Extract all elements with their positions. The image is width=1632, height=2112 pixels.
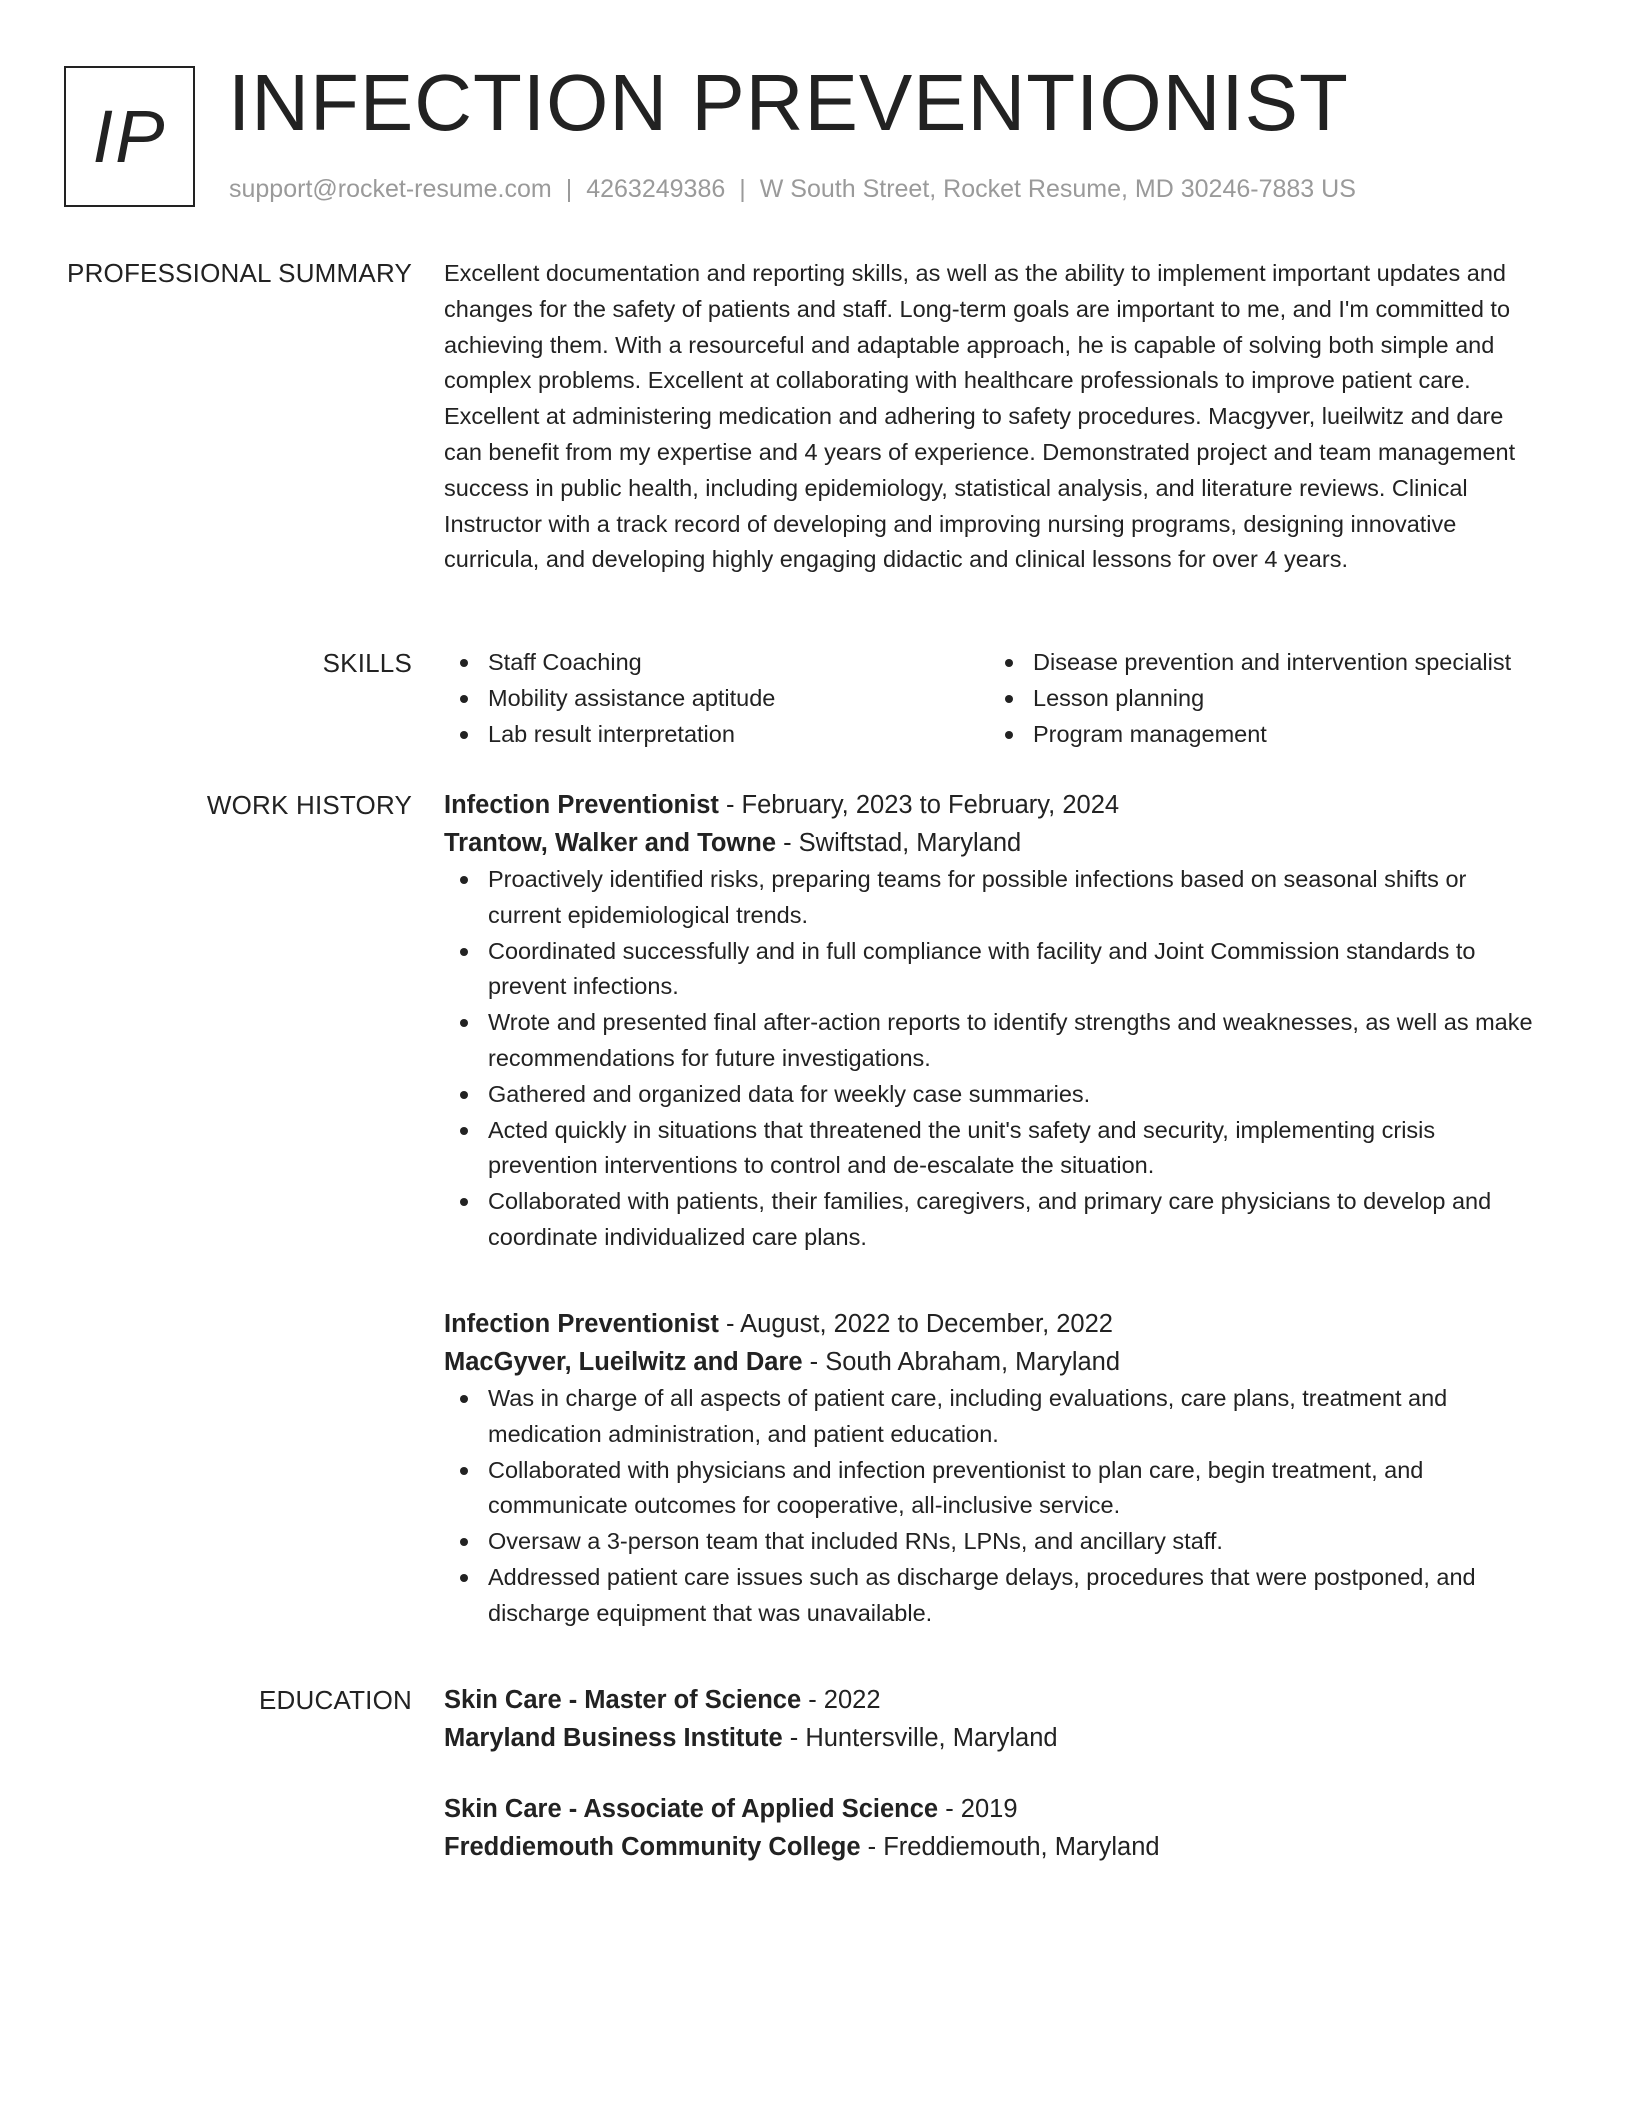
degree-year: - 2022	[801, 1686, 881, 1714]
job-company-line	[444, 1343, 1544, 1381]
job-company-line	[444, 824, 1544, 862]
summary-text: Excellent documentation and reporting skills, as well as the ability to implement important updates and changes for the safety of patients and staff. Long-term goals are important to me, and I'm committed to achieving them. With a resourceful and adaptable approach, he is capable of solving both simple and complex problems. Excellent at collaborating with healthcare professionals to improve patient care. Excellent at administering medication and adhering to safety procedures. Macgyver, lueilwitz and dare can benefit from my expertise and 4 years of experience. Demonstrated project and team management success in public health, including epidemiology, statistical analysis, and literature reviews. Clinical Instructor with a track record of developing and improving nursing programs, designing innovative curricula, and developing highly engaging didactic and clinical lessons for over 4 years.	[444, 260, 1516, 573]
contact-email[interactable]: support@rocket-resume.com	[229, 175, 552, 203]
school-line	[444, 1719, 1544, 1757]
skill-item: Disease prevention and intervention specialist	[989, 645, 1534, 681]
job-bullet: Was in charge of all aspects of patient care, including evaluations, care plans, treatment and medication administration, and patient education.	[444, 1381, 1544, 1453]
job-bullet: Collaborated with physicians and infection preventionist to plan care, begin treatment, and communicate outcomes for cooperative, all-inclusive service.	[444, 1453, 1544, 1525]
job-title-line	[444, 786, 1544, 824]
job-bullets	[444, 1381, 1544, 1632]
job-entry	[444, 786, 1544, 1256]
resume-name: INFECTION PREVENTIONIST	[228, 58, 1349, 147]
school-line	[444, 1828, 1544, 1866]
skill-item: Program management	[989, 717, 1534, 753]
job-location: - South Abraham, Maryland	[802, 1348, 1121, 1376]
education-entry	[444, 1681, 1544, 1757]
school-name: Freddiemouth Community College	[444, 1833, 861, 1861]
job-dates: - February, 2023 to February, 2024	[718, 791, 1120, 819]
job-company: Trantow, Walker and Towne	[444, 829, 777, 857]
job-bullet: Addressed patient care issues such as discharge delays, procedures that were postponed, and discharge equipment that was unavailable.	[444, 1560, 1544, 1632]
job-bullet: Oversaw a 3-person team that included RNs, LPNs, and ancillary staff.	[444, 1524, 1544, 1560]
skill-item: Lab result interpretation	[444, 717, 989, 753]
job-bullet: Acted quickly in situations that threatened the unit's safety and security, implementing crisis prevention interventions to control and de-escalate the situation.	[444, 1113, 1544, 1185]
contact-separator: |	[739, 175, 746, 203]
degree-line	[444, 1681, 1544, 1719]
work-history-heading: WORK HISTORY	[206, 790, 412, 820]
contact-phone[interactable]: 4263249386	[586, 175, 726, 203]
monogram-initials: IP	[92, 95, 167, 178]
summary-section	[444, 256, 1544, 578]
degree-line	[444, 1790, 1544, 1828]
job-location: - Swiftstad, Maryland	[776, 829, 1022, 857]
degree-name: Skin Care - Associate of Applied Science	[444, 1795, 939, 1823]
school-location: - Freddiemouth, Maryland	[860, 1833, 1160, 1861]
contact-separator: |	[565, 175, 573, 203]
skills-list-left	[444, 645, 989, 752]
job-bullet: Proactively identified risks, preparing teams for possible infections based on seasonal shifts or current epidemiological trends.	[444, 862, 1544, 934]
summary-heading: PROFESSIONAL SUMMARY	[67, 258, 412, 288]
job-entry	[444, 1305, 1544, 1632]
education-entry	[444, 1790, 1544, 1866]
degree-name: Skin Care - Master of Science	[444, 1686, 802, 1714]
contact-line	[229, 174, 1356, 204]
job-bullet: Gathered and organized data for weekly case summaries.	[444, 1077, 1544, 1113]
job-company: MacGyver, Lueilwitz and Dare	[444, 1348, 803, 1376]
job-title-line	[444, 1305, 1544, 1343]
monogram-box	[64, 66, 195, 207]
skills-section	[444, 645, 1544, 752]
school-name: Maryland Business Institute	[444, 1724, 783, 1752]
skills-grid	[444, 645, 1544, 752]
job-dates: - August, 2022 to December, 2022	[718, 1310, 1113, 1338]
skill-item: Staff Coaching	[444, 645, 989, 681]
job-title: Infection Preventionist	[444, 791, 719, 819]
skills-heading: SKILLS	[322, 648, 412, 678]
school-location: - Huntersville, Maryland	[782, 1724, 1058, 1752]
degree-year: - 2019	[938, 1795, 1018, 1823]
skill-item: Mobility assistance aptitude	[444, 681, 989, 717]
contact-address: W South Street, Rocket Resume, MD 30246-7883 US	[759, 175, 1356, 203]
skill-item: Lesson planning	[989, 681, 1534, 717]
education-heading: EDUCATION	[259, 1685, 412, 1715]
job-bullet: Wrote and presented final after-action reports to identify strengths and weaknesses, as well as make recommendations for future investigations.	[444, 1005, 1544, 1077]
job-bullets	[444, 862, 1544, 1256]
skills-list-right	[989, 645, 1534, 752]
job-bullet: Collaborated with patients, their families, caregivers, and primary care physicians to develop and coordinate individualized care plans.	[444, 1184, 1544, 1256]
job-title: Infection Preventionist	[444, 1310, 719, 1338]
job-bullet: Coordinated successfully and in full compliance with facility and Joint Commission standards to prevent infections.	[444, 934, 1544, 1006]
